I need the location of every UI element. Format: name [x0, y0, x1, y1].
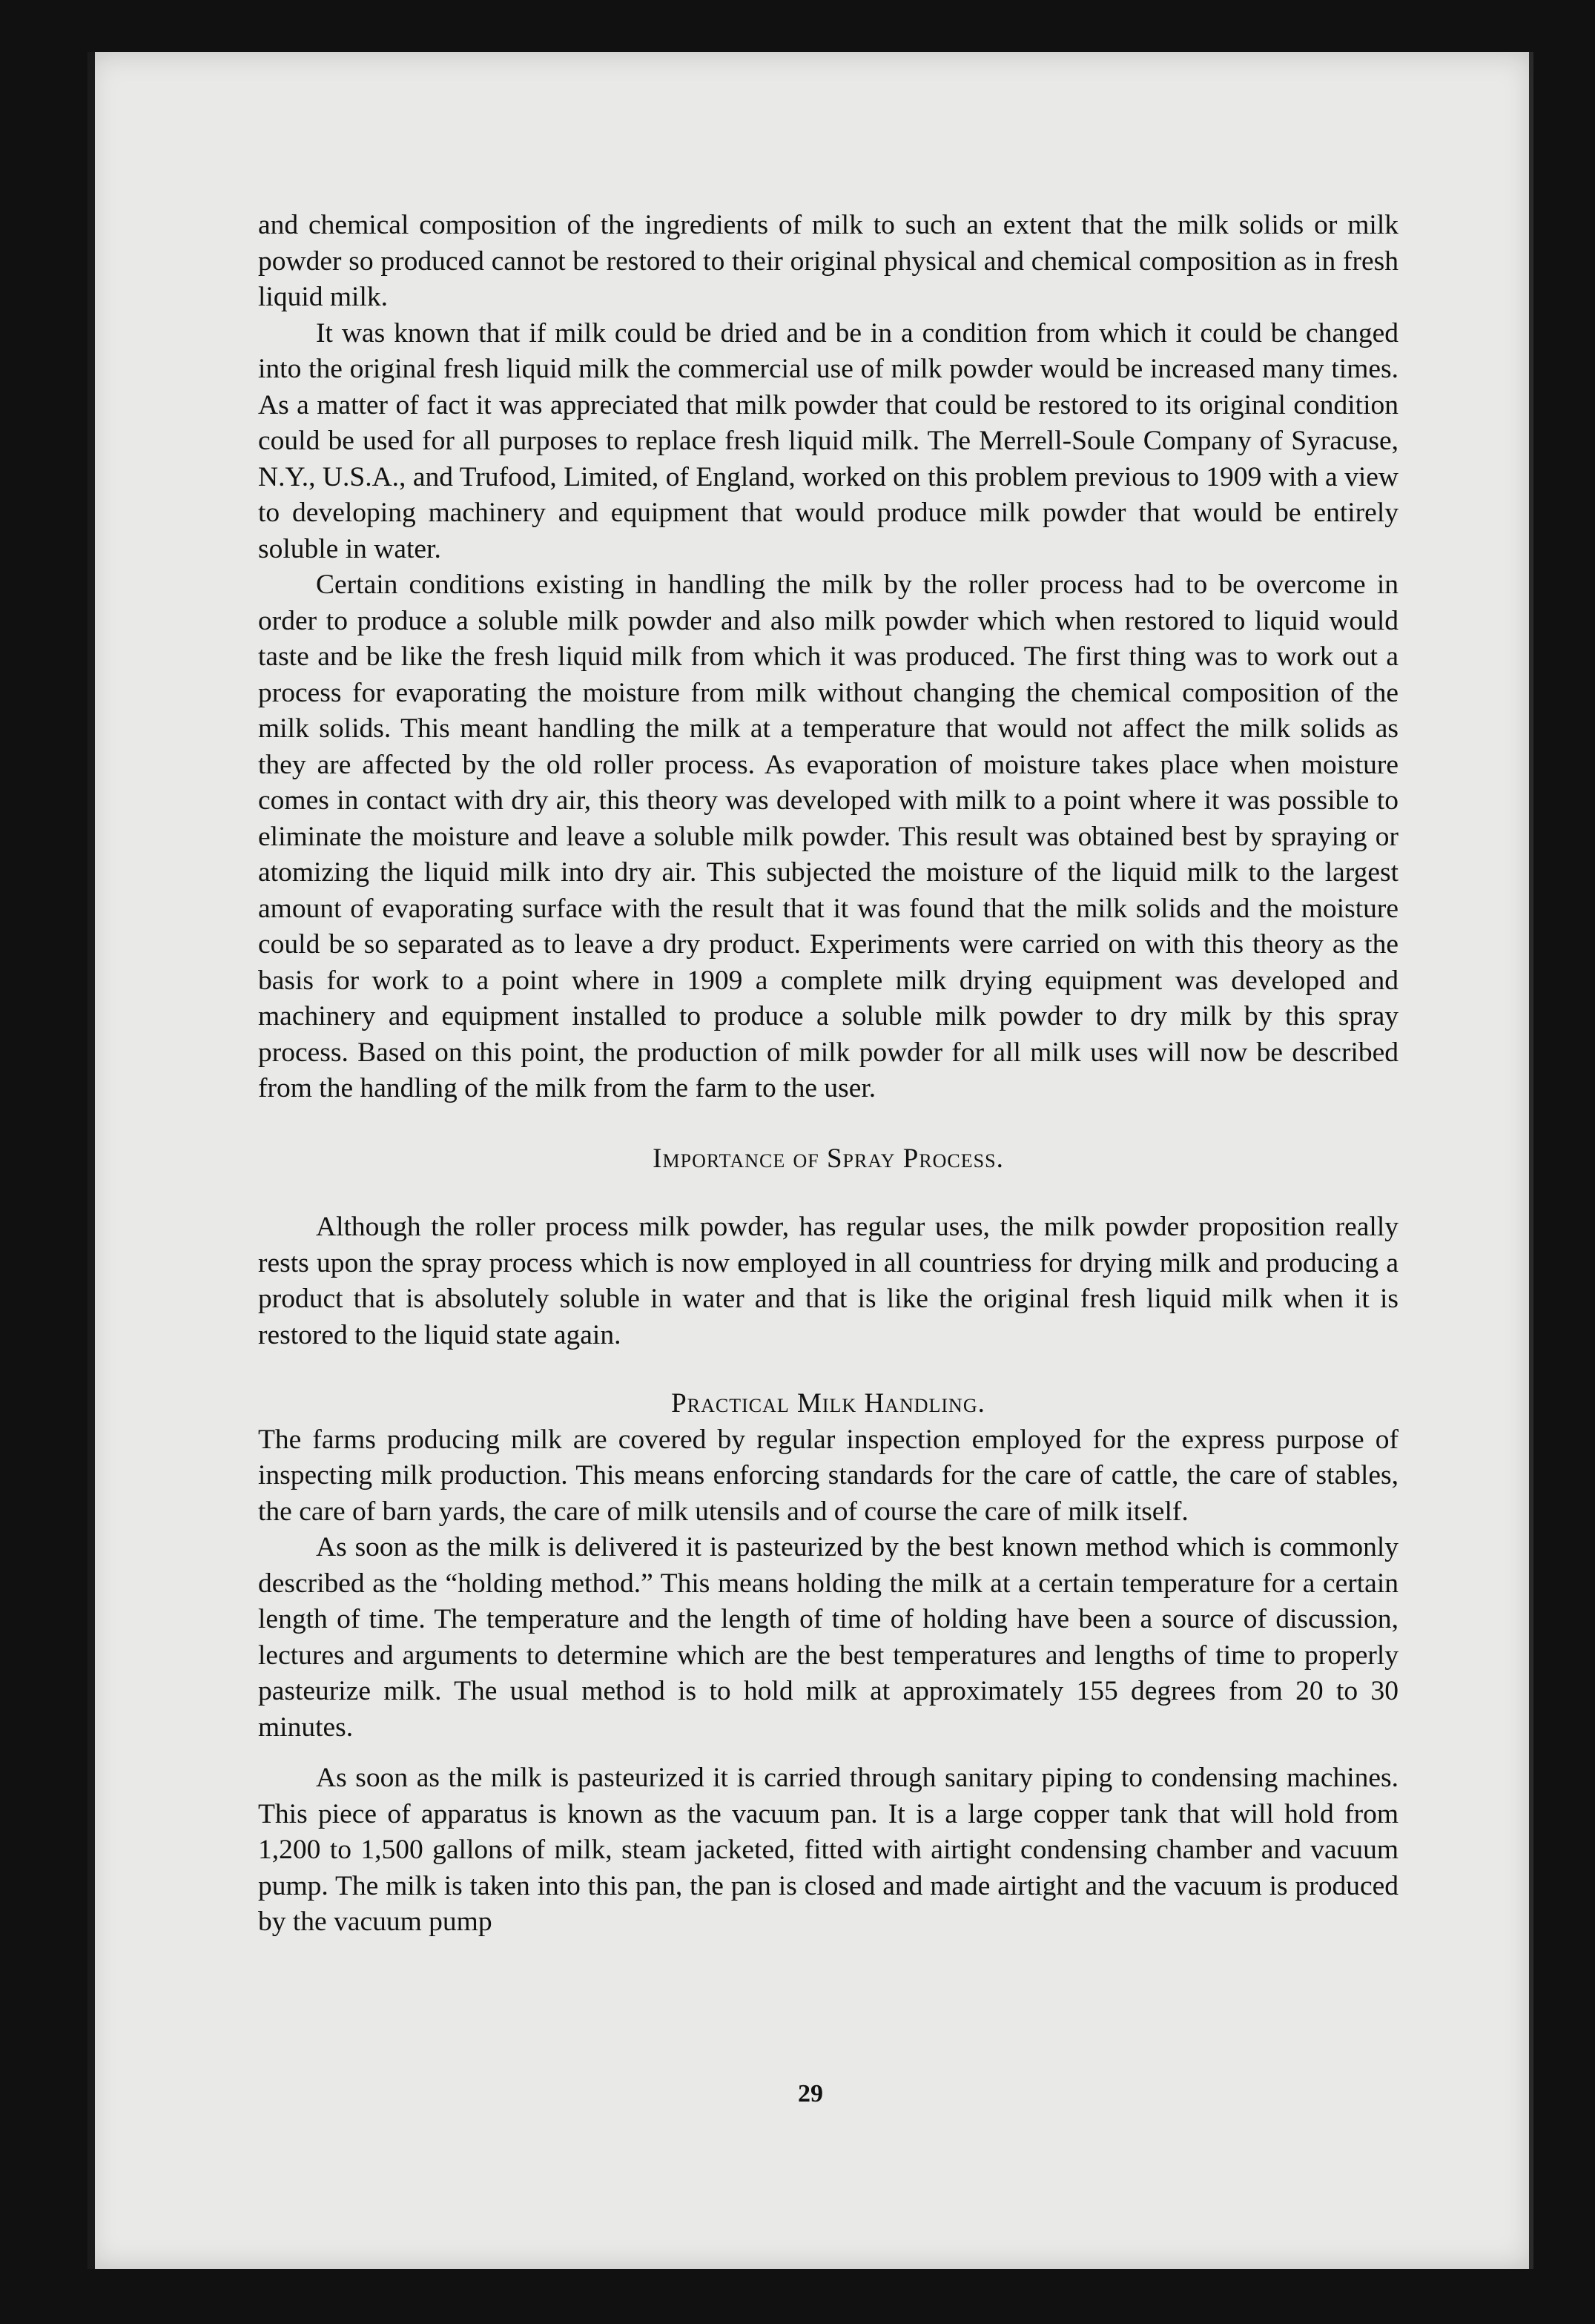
- paragraph-condensing: As soon as the milk is pasteurized it is carried through sanitary piping to condensing machines. This piece of apparatus is known as the vacuum pan. It is a large copper tank that will hold from 1,200 to 1,500 gallons of milk, steam jacketed, fitted with airtight condensing chamber and vacuum pump. The milk is taken into this pan, the pan is closed and made airtight and the vacuum is produced by the vacuum pump: [258, 1763, 1398, 1937]
- page-number: 29: [798, 2080, 823, 2107]
- paragraph-spray-process: Although the roller process milk powder, has regular uses, the milk powder proposition really rests upon the spray process which is now employed in all countriess for drying milk and producing a product that is absolutely soluble in water and that is like the original fresh liquid milk when it is restored to the liquid state again.: [258, 1212, 1398, 1350]
- paragraph-pasteurized: As soon as the milk is delivered it is pasteurized by the best known method which is commonly described as the “holding method.” This means holding the milk at a certain temperature for a certain length of time. The temperature and the length of time of holding have been a source of discussion, lectures and arguments to determine which are the best temperatures and lengths of time to properly pasteurize milk. The usual method is to hold milk at approximately 155 degrees from 20 to 30 minutes.: [258, 1532, 1398, 1743]
- page-right-edge: [1529, 52, 1533, 2269]
- paragraph-certain-conditions: Certain conditions existing in handling the milk by the roller process had to be overcome in order to produce a soluble milk powder and also milk powder which when restored to liquid would taste and be like the fresh liquid milk from which it was produced. The first thing was to work out a process for evaporating the moisture from milk without changing the chemical composition of the milk solids. This meant handling the milk at a temperature that would not affect the milk solids as they are affected by the old roller process. As evaporation of moisture takes place when moisture comes in contact with dry air, this theory was developed with milk to a point where it was possible to eliminate the moisture and leave a soluble milk powder. This result was obtained best by spraying or atomizing the liquid milk into dry air. This subjected the moisture of the liquid milk to the largest amount of evaporating surface with the result that it was found that the milk solids and the moisture could be so separated as to leave a dry product. Experiments were carried on with this theory as the basis for work to a point where in 1909 a complete milk drying equipment was developed and machinery and equipment installed to produce a soluble milk powder to dry milk by this spray process. Based on this point, the production of milk powder for all milk uses will now be described from the handling of the milk from the farm to the user.: [258, 570, 1398, 1103]
- heading-milk-handling: Practical Milk Handling.: [671, 1388, 985, 1419]
- page-binding-edge: [87, 52, 95, 2269]
- paragraph-milk-dried: It was known that if milk could be dried and be in a condition from which it could be changed into the original fresh liquid milk the commercial use of milk powder would be increased many times. As a matter of fact it was appreciated that milk powder that could be restored to its original condition could be used for all purposes to replace fresh liquid milk. The Merrell-Soule Company of Syracuse, N.Y., U.S.A., and Trufood, Limited, of England, worked on this problem previous to 1909 with a view to developing machinery and equipment that would produce milk powder that would be entirely soluble in water.: [258, 317, 1398, 564]
- page-body: [258, 208, 1398, 1941]
- book-page: [87, 52, 1533, 2269]
- heading-spray-process: Importance of Spray Process.: [653, 1143, 1004, 1174]
- paragraph-continued: and chemical composition of the ingredients of milk to such an extent that the milk solids or milk powder so produced cannot be restored to their original physical and chemical composition as in fresh liquid milk.: [258, 210, 1398, 312]
- paragraph-farms: The farms producing milk are covered by regular inspection employed for the express purpose of inspecting milk production. This means enforcing standards for the care of cattle, the care of stables, the care of barn yards, the care of milk utensils and of course the care of milk itself.: [258, 1424, 1398, 1527]
